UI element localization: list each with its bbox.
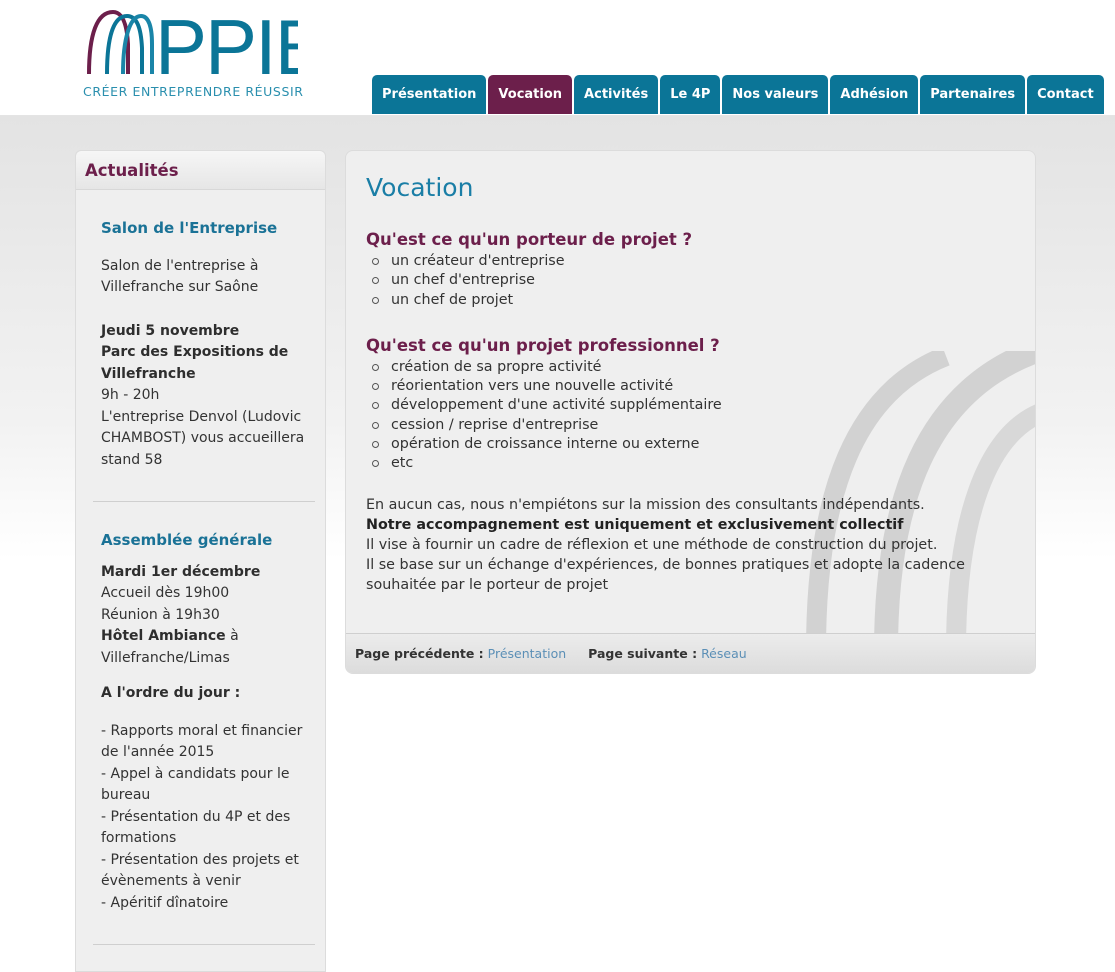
news-sidebar — [75, 150, 326, 972]
news-list — [76, 218, 325, 945]
news-salon-host: L'entreprise Denvol (Ludovic CHAMBOST) vous accueillera stand 58 — [101, 408, 305, 468]
q1-list — [366, 252, 1016, 310]
agenda-item: - Présentation des projets et évènements à venir — [101, 851, 299, 889]
nav-tab-vocation[interactable]: Vocation — [488, 75, 572, 114]
question-heading: Qu'est ce qu'un projet professionnel ? — [366, 335, 720, 355]
list-item: création de sa propre activité — [372, 358, 1016, 377]
site-logo[interactable] — [83, 4, 304, 104]
news-salon-date: Jeudi 5 novembre — [101, 322, 240, 339]
news-agenda-title: A l'ordre du jour : — [101, 685, 241, 701]
logo-tagline: CRÉER ENTREPRENDRE RÉUSSIR — [83, 84, 304, 99]
agenda-item: - Apéritif dînatoire — [101, 894, 229, 911]
news-salon-hours: 9h - 20h — [101, 387, 160, 403]
news-assembly-welcome: Accueil dès 19h00 — [101, 585, 230, 601]
paragraph-line: Il se base sur un échange d'expériences, de bonnes pratiques et adopte la cadence souhaitée par le porteur de projet — [366, 556, 965, 593]
news-salon-desc: Salon de l'entreprise à Villefranche sur Saône — [101, 257, 259, 295]
nav-tab-partenaires[interactable]: Partenaires — [920, 75, 1025, 114]
news-assembly-location — [101, 626, 307, 669]
q2-list — [366, 358, 1016, 474]
agenda-item: - Appel à candidats pour le bureau — [101, 765, 290, 803]
content-body — [366, 151, 1016, 595]
nav-tab-activites[interactable]: Activités — [574, 75, 658, 114]
prev-page-label: Page précédente : — [355, 646, 484, 661]
page-title: Vocation — [366, 173, 474, 202]
list-item: un créateur d'entreprise — [372, 252, 1016, 271]
paragraph-line: Il vise à fournir un cadre de réflexion et une méthode de construction du projet. — [366, 536, 938, 553]
description-paragraph — [366, 495, 1016, 595]
list-item: réorientation vers une nouvelle activité — [372, 377, 1016, 396]
nav-tab-adhesion[interactable]: Adhésion — [830, 75, 918, 114]
question-heading: Qu'est ce qu'un porteur de projet ? — [366, 230, 693, 249]
svg-text:PPIE: PPI — [155, 4, 275, 82]
page-navigation — [346, 633, 1035, 673]
nav-tab-contact[interactable]: Contact — [1027, 75, 1104, 114]
list-item: opération de croissance interne ou externe — [372, 435, 1016, 454]
news-title-assembly[interactable]: Assemblée générale — [101, 531, 273, 549]
sidebar-title: Actualités — [76, 151, 325, 190]
logo-mark-icon — [83, 4, 298, 82]
next-page-label: Page suivante : — [588, 646, 698, 661]
news-assembly-date: Mardi 1er décembre — [101, 563, 261, 580]
news-assembly-hotel: Hôtel Ambiance — [101, 628, 226, 644]
nav-tab-le-4p[interactable]: Le 4P — [660, 75, 720, 114]
paragraph-line: En aucun cas, nous n'empiétons sur la mission des consultants indépendants. — [366, 496, 925, 513]
site-header — [0, 0, 1115, 115]
next-page-link[interactable]: Réseau — [701, 646, 747, 661]
list-item: cession / reprise d'entreprise — [372, 416, 1016, 435]
news-title-salon[interactable]: Salon de l'Entreprise — [101, 219, 278, 237]
main-nav — [372, 75, 1106, 114]
paragraph-bold-line: Notre accompagnement est uniquement et exclusivement collectif — [366, 516, 904, 533]
news-assembly-meeting: Réunion à 19h30 — [101, 606, 220, 623]
news-assembly-hotel-suffix: à Villefranche/Limas — [101, 628, 239, 666]
nav-tab-presentation[interactable]: Présentation — [372, 75, 486, 114]
nav-tab-nos-valeurs[interactable]: Nos valeurs — [722, 75, 828, 114]
content-panel — [345, 150, 1036, 674]
prev-page-link[interactable]: Présentation — [487, 646, 567, 661]
agenda-item: - Présentation du 4P et des formations — [101, 808, 291, 846]
list-item: un chef d'entreprise — [372, 271, 1016, 290]
news-divider — [93, 501, 315, 502]
list-item: etc — [372, 454, 1016, 473]
list-item: développement d'une activité supplémentaire — [372, 396, 1016, 415]
news-divider — [93, 944, 315, 945]
news-salon-place: Parc des Expositions de Villefranche — [101, 344, 289, 382]
agenda-item: - Rapports moral et financier de l'année 2015 — [101, 722, 303, 760]
list-item: un chef de projet — [372, 291, 1016, 310]
